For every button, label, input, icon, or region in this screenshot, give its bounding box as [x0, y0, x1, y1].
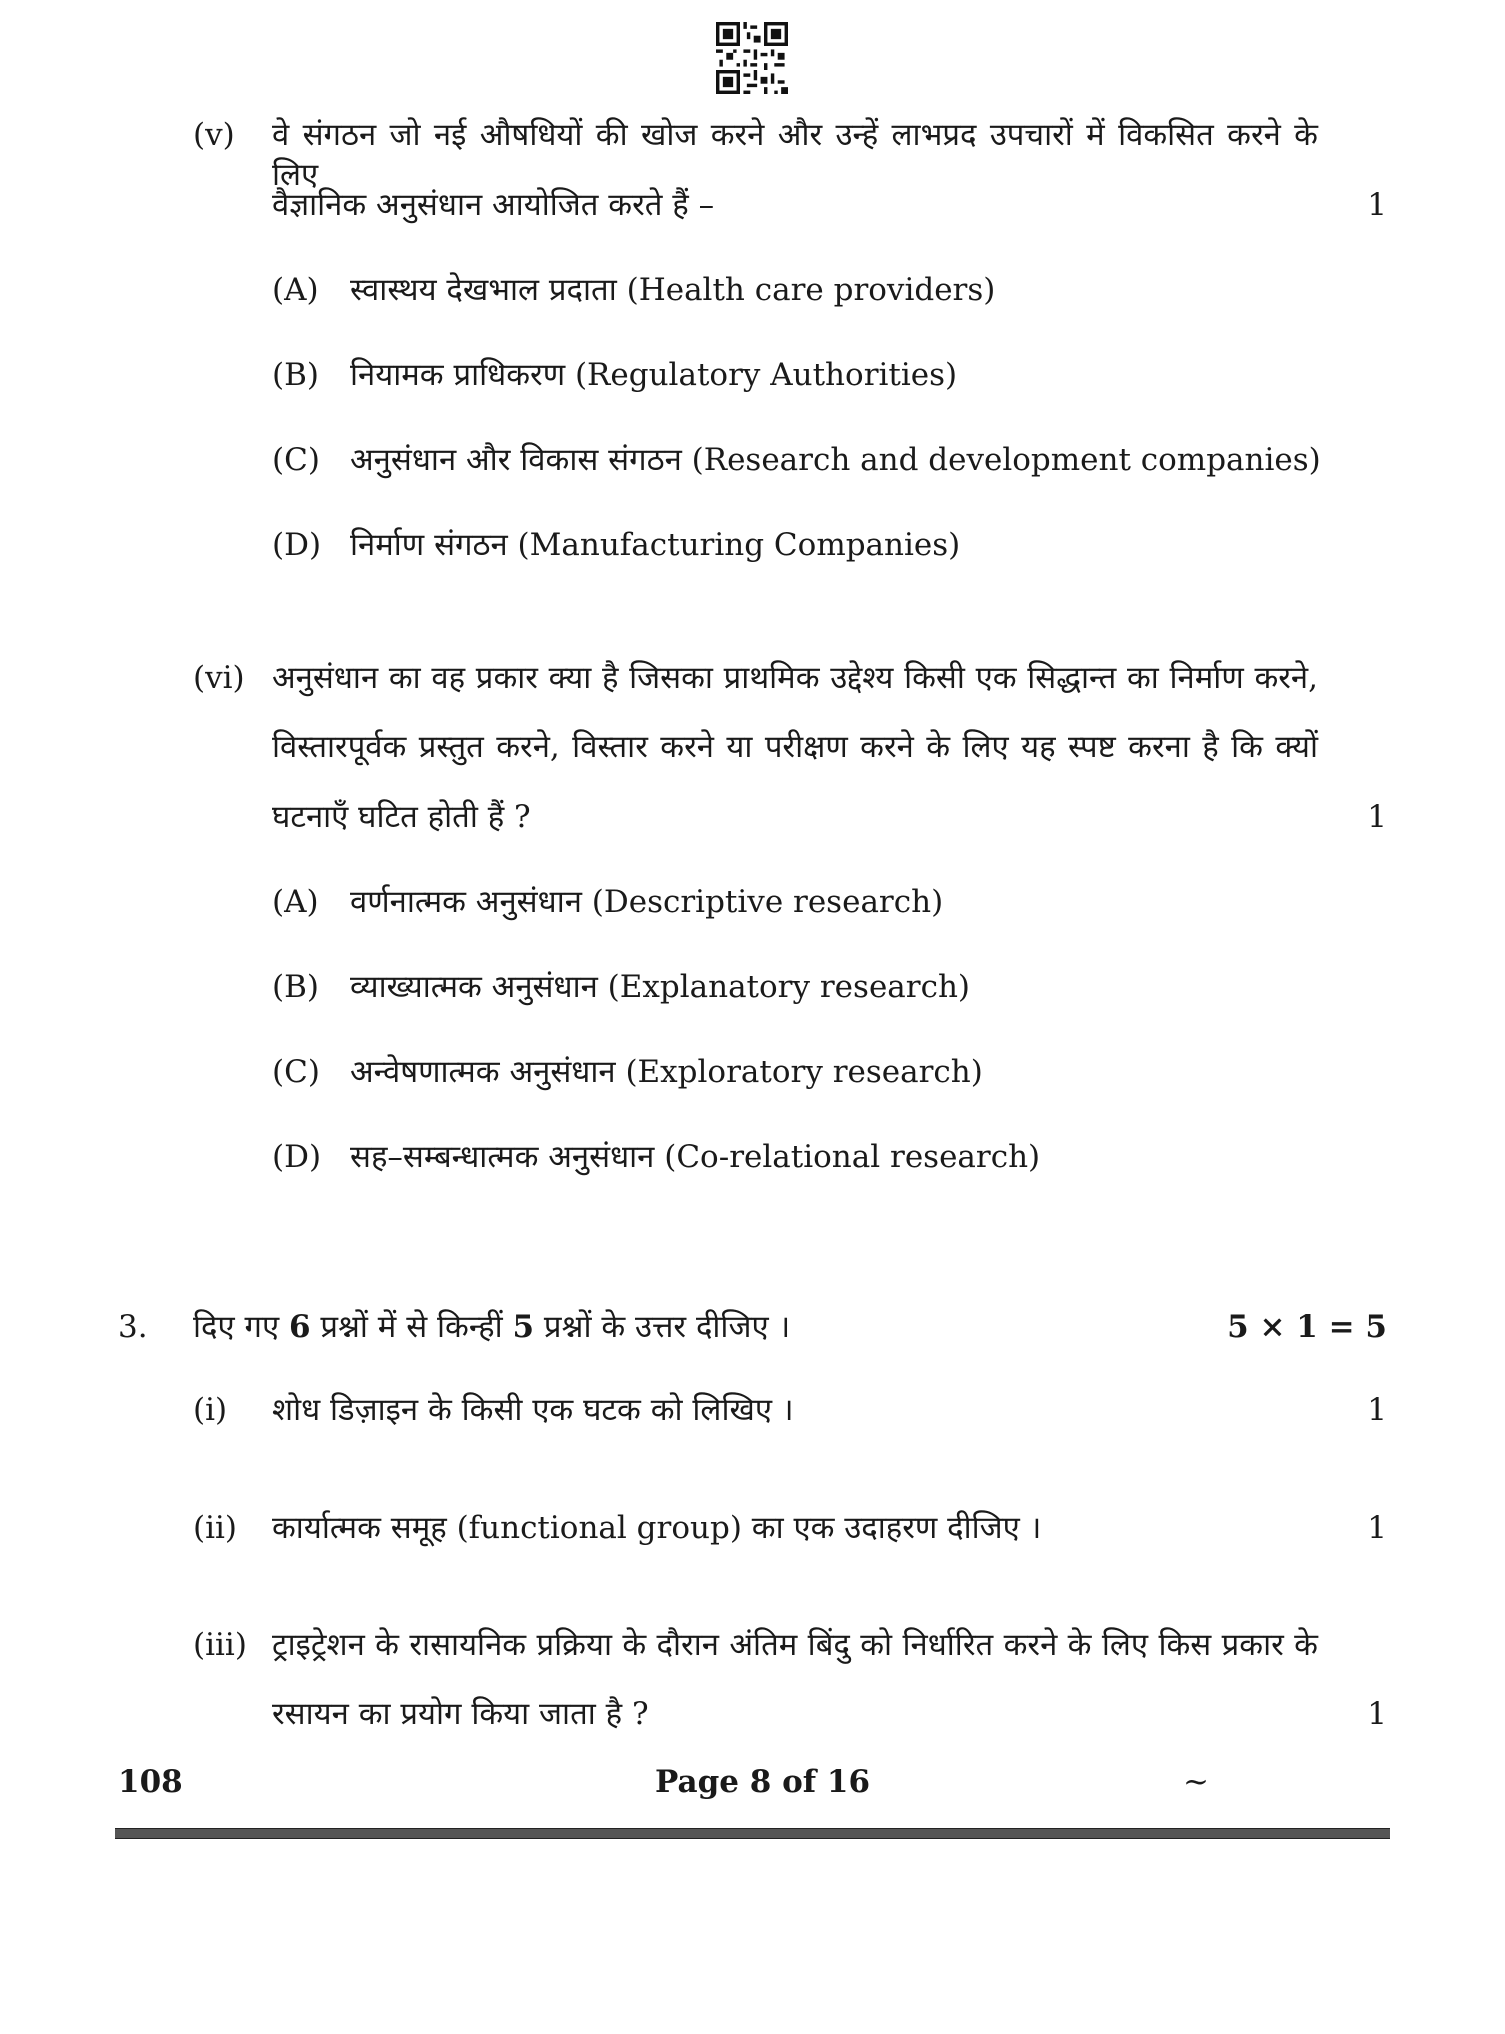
option-letter: (B) — [272, 969, 319, 1005]
marks: 1 — [1367, 187, 1387, 223]
question-number: (i) — [193, 1392, 228, 1428]
question-number: (v) — [193, 117, 235, 153]
option-text: व्याख्यात्मक अनुसंधान (Explanatory research) — [350, 969, 971, 1005]
question-text-line: शोध डिज़ाइन के किसी एक घटक को लिखिए । — [272, 1392, 794, 1428]
footer-mark: ~ — [1183, 1764, 1209, 1800]
footer-rule — [115, 1828, 1390, 1839]
marks-total: 5 × 1 = 5 — [1227, 1309, 1387, 1345]
option-text: अन्वेषणात्मक अनुसंधान (Exploratory research) — [350, 1054, 983, 1090]
option-letter: (D) — [272, 1139, 322, 1175]
question-text-line: ट्राइट्रेशन के रासायनिक प्रक्रिया के दौरान अंतिम बिंदु को निर्धारित करने के लिए किस प्रकार के — [272, 1627, 1318, 1663]
paper-code: 108 — [118, 1764, 183, 1800]
question-text-line: अनुसंधान का वह प्रकार क्या है जिसका प्राथमिक उद्देश्य किसी एक सिद्धान्त का निर्माण करने, — [272, 660, 1318, 696]
marks: 1 — [1367, 1392, 1387, 1428]
question-instruction: दिए गए 6 प्रश्नों में से किन्हीं 5 प्रश्नों के उत्तर दीजिए । — [193, 1309, 791, 1345]
option-text: स्वास्थय देखभाल प्रदाता (Health care providers) — [350, 272, 996, 308]
marks: 1 — [1367, 1510, 1387, 1546]
marks: 1 — [1367, 1696, 1387, 1732]
marks: 1 — [1367, 799, 1387, 835]
question-text-line: विस्तारपूर्वक प्रस्तुत करने, विस्तार करने या परीक्षण करने के लिए यह स्पष्ट करना है कि क्यों — [272, 729, 1318, 765]
question-text-line: वैज्ञानिक अनुसंधान आयोजित करते हैं – — [272, 187, 715, 223]
question-text-line: कार्यात्मक समूह (functional group) का एक उदाहरण दीजिए । — [272, 1510, 1042, 1546]
option-text: नियामक प्राधिकरण (Regulatory Authorities) — [350, 357, 958, 393]
qr-code-icon — [716, 22, 788, 94]
option-letter: (B) — [272, 357, 319, 393]
question-number: (ii) — [193, 1510, 238, 1546]
option-text: अनुसंधान और विकास संगठन (Research and development companies) — [350, 442, 1321, 478]
option-letter: (C) — [272, 1054, 320, 1090]
option-letter: (A) — [272, 884, 319, 920]
option-letter: (D) — [272, 527, 322, 563]
question-text-line: वे संगठन जो नई औषधियों की खोज करने और उन्हें लाभप्रद उपचारों में विकसित करने के लिए — [272, 117, 1318, 193]
question-number: 3. — [118, 1309, 148, 1345]
option-letter: (A) — [272, 272, 319, 308]
question-text-line: घटनाएँ घटित होती हैं ? — [272, 799, 531, 835]
question-number: (iii) — [193, 1627, 247, 1663]
option-letter: (C) — [272, 442, 320, 478]
option-text: निर्माण संगठन (Manufacturing Companies) — [350, 527, 961, 563]
page-number: Page 8 of 16 — [655, 1764, 871, 1800]
question-text-line: रसायन का प्रयोग किया जाता है ? — [272, 1696, 649, 1732]
question-number: (vi) — [193, 660, 245, 696]
option-text: सह–सम्बन्धात्मक अनुसंधान (Co-relational research) — [350, 1139, 1041, 1175]
option-text: वर्णनात्मक अनुसंधान (Descriptive research) — [350, 884, 944, 920]
